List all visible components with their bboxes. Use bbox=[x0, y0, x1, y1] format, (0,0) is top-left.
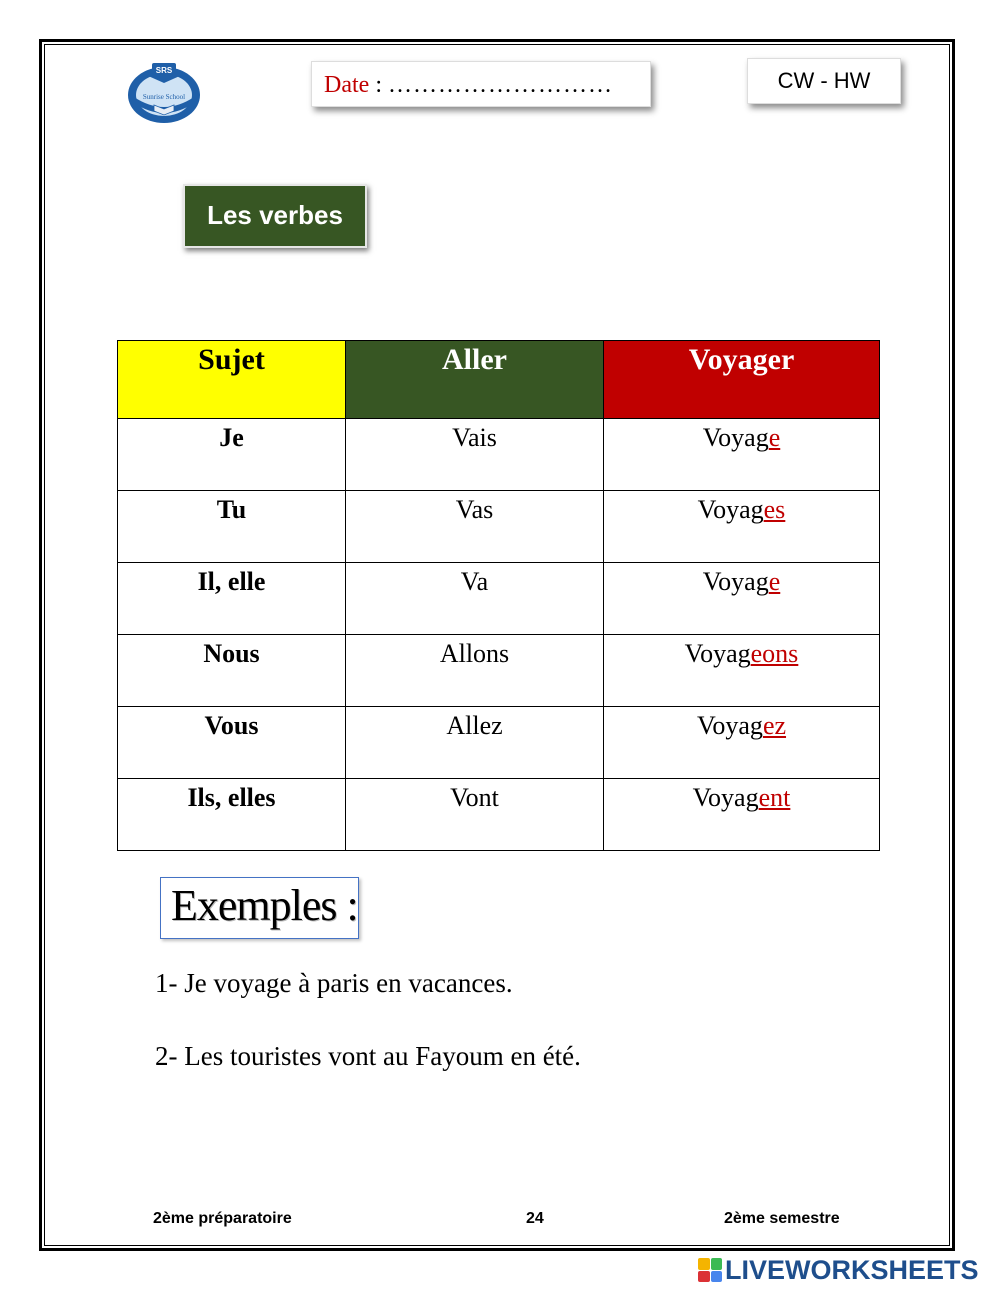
verb-stem: Voyag bbox=[684, 639, 751, 668]
school-logo bbox=[124, 55, 204, 125]
footer-semester: 2ème semestre bbox=[724, 1210, 840, 1227]
example-sentence-2: 2- Les touristes vont au Fayoum en été. bbox=[155, 1041, 581, 1071]
cell-aller: Vont bbox=[346, 779, 604, 851]
date-separator: : bbox=[369, 72, 388, 98]
cell-aller: Vais bbox=[346, 419, 604, 491]
table-row bbox=[118, 779, 880, 851]
page-title: Les verbes bbox=[183, 184, 367, 248]
verb-ending: ez bbox=[762, 711, 787, 740]
cell-sujet: Ils, elles bbox=[118, 779, 346, 851]
cell-sujet: Il, elle bbox=[118, 563, 346, 635]
cw-hw-label: CW - HW bbox=[747, 58, 901, 104]
verb-ending: e bbox=[768, 423, 781, 452]
cell-voyager bbox=[604, 707, 880, 779]
footer-grade: 2ème préparatoire bbox=[153, 1210, 292, 1227]
header-voyager: Voyager bbox=[604, 341, 880, 419]
conjugation-table bbox=[117, 340, 880, 851]
cell-aller: Va bbox=[346, 563, 604, 635]
table-header-row bbox=[118, 341, 880, 419]
verb-ending: ent bbox=[758, 783, 791, 812]
table-row bbox=[118, 707, 880, 779]
cell-voyager bbox=[604, 563, 880, 635]
cell-sujet: Nous bbox=[118, 635, 346, 707]
header-sujet: Sujet bbox=[118, 341, 346, 419]
date-dots: ……………………… bbox=[387, 72, 613, 98]
logo-subtext: Sunrise School bbox=[142, 93, 186, 101]
cell-voyager bbox=[604, 635, 880, 707]
verb-stem: Voyag bbox=[696, 711, 763, 740]
liveworksheets-watermark bbox=[698, 1255, 979, 1285]
cell-aller: Vas bbox=[346, 491, 604, 563]
verb-stem: Voyag bbox=[702, 567, 769, 596]
cell-aller: Allez bbox=[346, 707, 604, 779]
table-row bbox=[118, 635, 880, 707]
cell-aller: Allons bbox=[346, 635, 604, 707]
liveworksheets-text: LIVEWORKSHEETS bbox=[725, 1254, 979, 1285]
cell-sujet: Tu bbox=[118, 491, 346, 563]
verb-stem: Voyag bbox=[692, 783, 759, 812]
example-sentence-1: 1- Je voyage à paris en vacances. bbox=[155, 968, 513, 998]
exemples-heading: Exemples : bbox=[160, 877, 359, 939]
cell-voyager bbox=[604, 419, 880, 491]
verb-ending: eons bbox=[750, 639, 799, 668]
table-row bbox=[118, 419, 880, 491]
date-field[interactable] bbox=[311, 61, 651, 107]
logo-text: SRS bbox=[155, 66, 173, 75]
table-row bbox=[118, 491, 880, 563]
header-aller: Aller bbox=[346, 341, 604, 419]
cell-voyager bbox=[604, 491, 880, 563]
cell-sujet: Je bbox=[118, 419, 346, 491]
verb-stem: Voyag bbox=[702, 423, 769, 452]
verb-ending: e bbox=[768, 567, 781, 596]
verb-stem: Voyag bbox=[697, 495, 764, 524]
liveworksheets-icon bbox=[698, 1258, 722, 1282]
table-row bbox=[118, 563, 880, 635]
cell-voyager bbox=[604, 779, 880, 851]
verb-ending: es bbox=[763, 495, 786, 524]
date-label: Date bbox=[324, 72, 370, 98]
footer-page-number: 24 bbox=[526, 1210, 544, 1227]
cell-sujet: Vous bbox=[118, 707, 346, 779]
